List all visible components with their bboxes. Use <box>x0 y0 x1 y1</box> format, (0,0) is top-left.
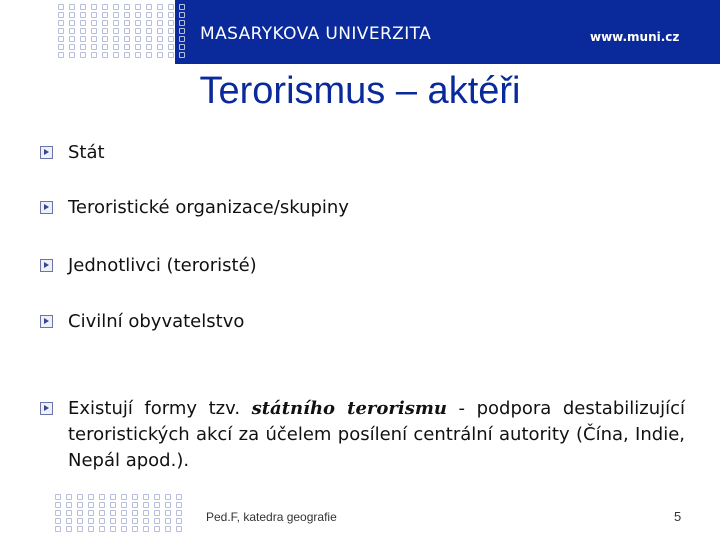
grid-dot <box>77 510 83 516</box>
grid-dot <box>165 526 171 532</box>
grid-dot <box>69 4 75 10</box>
grid-dot <box>146 28 152 34</box>
footer-logo-grid <box>55 494 185 540</box>
grid-dot <box>146 12 152 18</box>
grid-dot <box>124 12 130 18</box>
header-bar <box>0 0 720 64</box>
grid-dot <box>99 502 105 508</box>
grid-dot <box>143 494 149 500</box>
grid-dot <box>165 494 171 500</box>
grid-dot <box>168 12 174 18</box>
bullet-text: Teroristické organizace/skupiny <box>68 197 349 218</box>
grid-dot <box>124 28 130 34</box>
grid-dot <box>102 12 108 18</box>
grid-dot <box>58 44 64 50</box>
grid-dot <box>168 52 174 58</box>
grid-dot <box>80 28 86 34</box>
grid-dot <box>179 20 185 26</box>
grid-dot <box>124 36 130 42</box>
grid-dot <box>157 12 163 18</box>
grid-dot <box>165 502 171 508</box>
grid-dot <box>80 4 86 10</box>
grid-dot <box>135 36 141 42</box>
grid-dot <box>55 518 61 524</box>
grid-dot <box>179 12 185 18</box>
grid-dot <box>143 526 149 532</box>
grid-dot <box>99 494 105 500</box>
grid-dot <box>113 20 119 26</box>
grid-dot <box>157 20 163 26</box>
grid-dot <box>132 518 138 524</box>
grid-dot <box>113 28 119 34</box>
bullet-item <box>40 195 685 221</box>
logo-dot-pattern <box>58 4 187 58</box>
grid-dot <box>91 52 97 58</box>
bullet-item <box>40 253 685 279</box>
grid-dot <box>168 4 174 10</box>
grid-dot <box>91 12 97 18</box>
grid-dot <box>58 12 64 18</box>
grid-dot <box>124 52 130 58</box>
university-name: MASARYKOVA UNIVERZITA <box>200 24 432 44</box>
footer-dot-pattern <box>55 494 184 532</box>
grid-dot <box>179 4 185 10</box>
grid-dot <box>69 12 75 18</box>
grid-dot <box>146 4 152 10</box>
grid-dot <box>99 510 105 516</box>
grid-dot <box>157 36 163 42</box>
grid-dot <box>91 4 97 10</box>
grid-dot <box>110 518 116 524</box>
bullet-arrow-icon <box>40 259 53 272</box>
grid-dot <box>58 4 64 10</box>
grid-dot <box>69 20 75 26</box>
grid-dot <box>157 44 163 50</box>
grid-dot <box>110 494 116 500</box>
grid-dot <box>154 518 160 524</box>
grid-dot <box>55 510 61 516</box>
grid-dot <box>135 44 141 50</box>
grid-dot <box>176 494 182 500</box>
grid-dot <box>168 36 174 42</box>
grid-dot <box>77 494 83 500</box>
bullet-text: Jednotlivci (teroristé) <box>68 255 257 276</box>
grid-dot <box>69 28 75 34</box>
grid-dot <box>179 52 185 58</box>
bullet-text-before: Existují formy tzv. <box>68 398 252 419</box>
grid-dot <box>113 52 119 58</box>
grid-dot <box>176 526 182 532</box>
grid-dot <box>168 20 174 26</box>
grid-dot <box>102 44 108 50</box>
grid-dot <box>121 510 127 516</box>
grid-dot <box>121 502 127 508</box>
bullet-text <box>68 396 685 474</box>
grid-dot <box>165 518 171 524</box>
grid-dot <box>80 20 86 26</box>
grid-dot <box>113 12 119 18</box>
bullet-item <box>40 140 685 166</box>
grid-dot <box>110 526 116 532</box>
grid-dot <box>168 44 174 50</box>
grid-dot <box>113 4 119 10</box>
grid-dot <box>55 502 61 508</box>
grid-dot <box>55 526 61 532</box>
grid-dot <box>135 20 141 26</box>
grid-dot <box>135 4 141 10</box>
bullet-text: Civilní obyvatelstvo <box>68 311 245 332</box>
grid-dot <box>80 44 86 50</box>
grid-dot <box>69 52 75 58</box>
page-number: 5 <box>674 509 682 524</box>
grid-dot <box>132 526 138 532</box>
grid-dot <box>99 526 105 532</box>
grid-dot <box>77 502 83 508</box>
grid-dot <box>135 52 141 58</box>
grid-dot <box>80 36 86 42</box>
grid-dot <box>124 4 130 10</box>
grid-dot <box>88 510 94 516</box>
bullet-item <box>40 396 685 474</box>
footer-text: Ped.F, katedra geografie <box>206 510 337 524</box>
grid-dot <box>124 44 130 50</box>
grid-dot <box>168 28 174 34</box>
grid-dot <box>80 12 86 18</box>
grid-dot <box>143 510 149 516</box>
grid-dot <box>88 502 94 508</box>
grid-dot <box>102 36 108 42</box>
grid-dot <box>110 502 116 508</box>
grid-dot <box>58 52 64 58</box>
grid-dot <box>55 494 61 500</box>
grid-dot <box>102 4 108 10</box>
grid-dot <box>88 518 94 524</box>
grid-dot <box>143 502 149 508</box>
grid-dot <box>121 518 127 524</box>
grid-dot <box>132 510 138 516</box>
grid-dot <box>102 20 108 26</box>
grid-dot <box>121 494 127 500</box>
grid-dot <box>179 36 185 42</box>
university-website: www.muni.cz <box>590 30 680 44</box>
grid-dot <box>132 502 138 508</box>
grid-dot <box>91 28 97 34</box>
grid-dot <box>154 494 160 500</box>
bullet-item <box>40 309 685 335</box>
grid-dot <box>66 502 72 508</box>
grid-dot <box>135 12 141 18</box>
grid-dot <box>143 518 149 524</box>
grid-dot <box>121 526 127 532</box>
bullet-text: Stát <box>68 142 105 163</box>
bullet-text-after: - podpora destabilizující teroristických akcí za účelem posílení centrální autority (Čína, Indie, Nepál apod.). <box>68 398 686 471</box>
grid-dot <box>154 502 160 508</box>
grid-dot <box>58 20 64 26</box>
grid-dot <box>102 52 108 58</box>
grid-dot <box>88 494 94 500</box>
logo-grid <box>0 0 175 64</box>
grid-dot <box>146 52 152 58</box>
grid-dot <box>77 526 83 532</box>
grid-dot <box>91 44 97 50</box>
grid-dot <box>113 44 119 50</box>
grid-dot <box>66 510 72 516</box>
bullet-text-emphasis: státního terorismu <box>251 398 447 419</box>
grid-dot <box>91 20 97 26</box>
grid-dot <box>80 52 86 58</box>
grid-dot <box>69 36 75 42</box>
grid-dot <box>110 510 116 516</box>
grid-dot <box>165 510 171 516</box>
grid-dot <box>157 28 163 34</box>
grid-dot <box>179 44 185 50</box>
grid-dot <box>146 20 152 26</box>
grid-dot <box>146 44 152 50</box>
bullet-arrow-icon <box>40 402 53 415</box>
grid-dot <box>66 494 72 500</box>
grid-dot <box>66 526 72 532</box>
grid-dot <box>58 36 64 42</box>
slide-title: Terorismus – aktéři <box>199 70 521 112</box>
grid-dot <box>58 28 64 34</box>
bullet-arrow-icon <box>40 146 53 159</box>
bullet-arrow-icon <box>40 315 53 328</box>
grid-dot <box>176 510 182 516</box>
grid-dot <box>176 518 182 524</box>
bullet-arrow-icon <box>40 201 53 214</box>
grid-dot <box>113 36 119 42</box>
grid-dot <box>146 36 152 42</box>
grid-dot <box>77 518 83 524</box>
grid-dot <box>99 518 105 524</box>
grid-dot <box>135 28 141 34</box>
grid-dot <box>179 28 185 34</box>
grid-dot <box>91 36 97 42</box>
grid-dot <box>154 510 160 516</box>
grid-dot <box>88 526 94 532</box>
grid-dot <box>176 502 182 508</box>
grid-dot <box>157 4 163 10</box>
grid-dot <box>66 518 72 524</box>
grid-dot <box>132 494 138 500</box>
grid-dot <box>102 28 108 34</box>
grid-dot <box>157 52 163 58</box>
grid-dot <box>154 526 160 532</box>
grid-dot <box>124 20 130 26</box>
grid-dot <box>69 44 75 50</box>
